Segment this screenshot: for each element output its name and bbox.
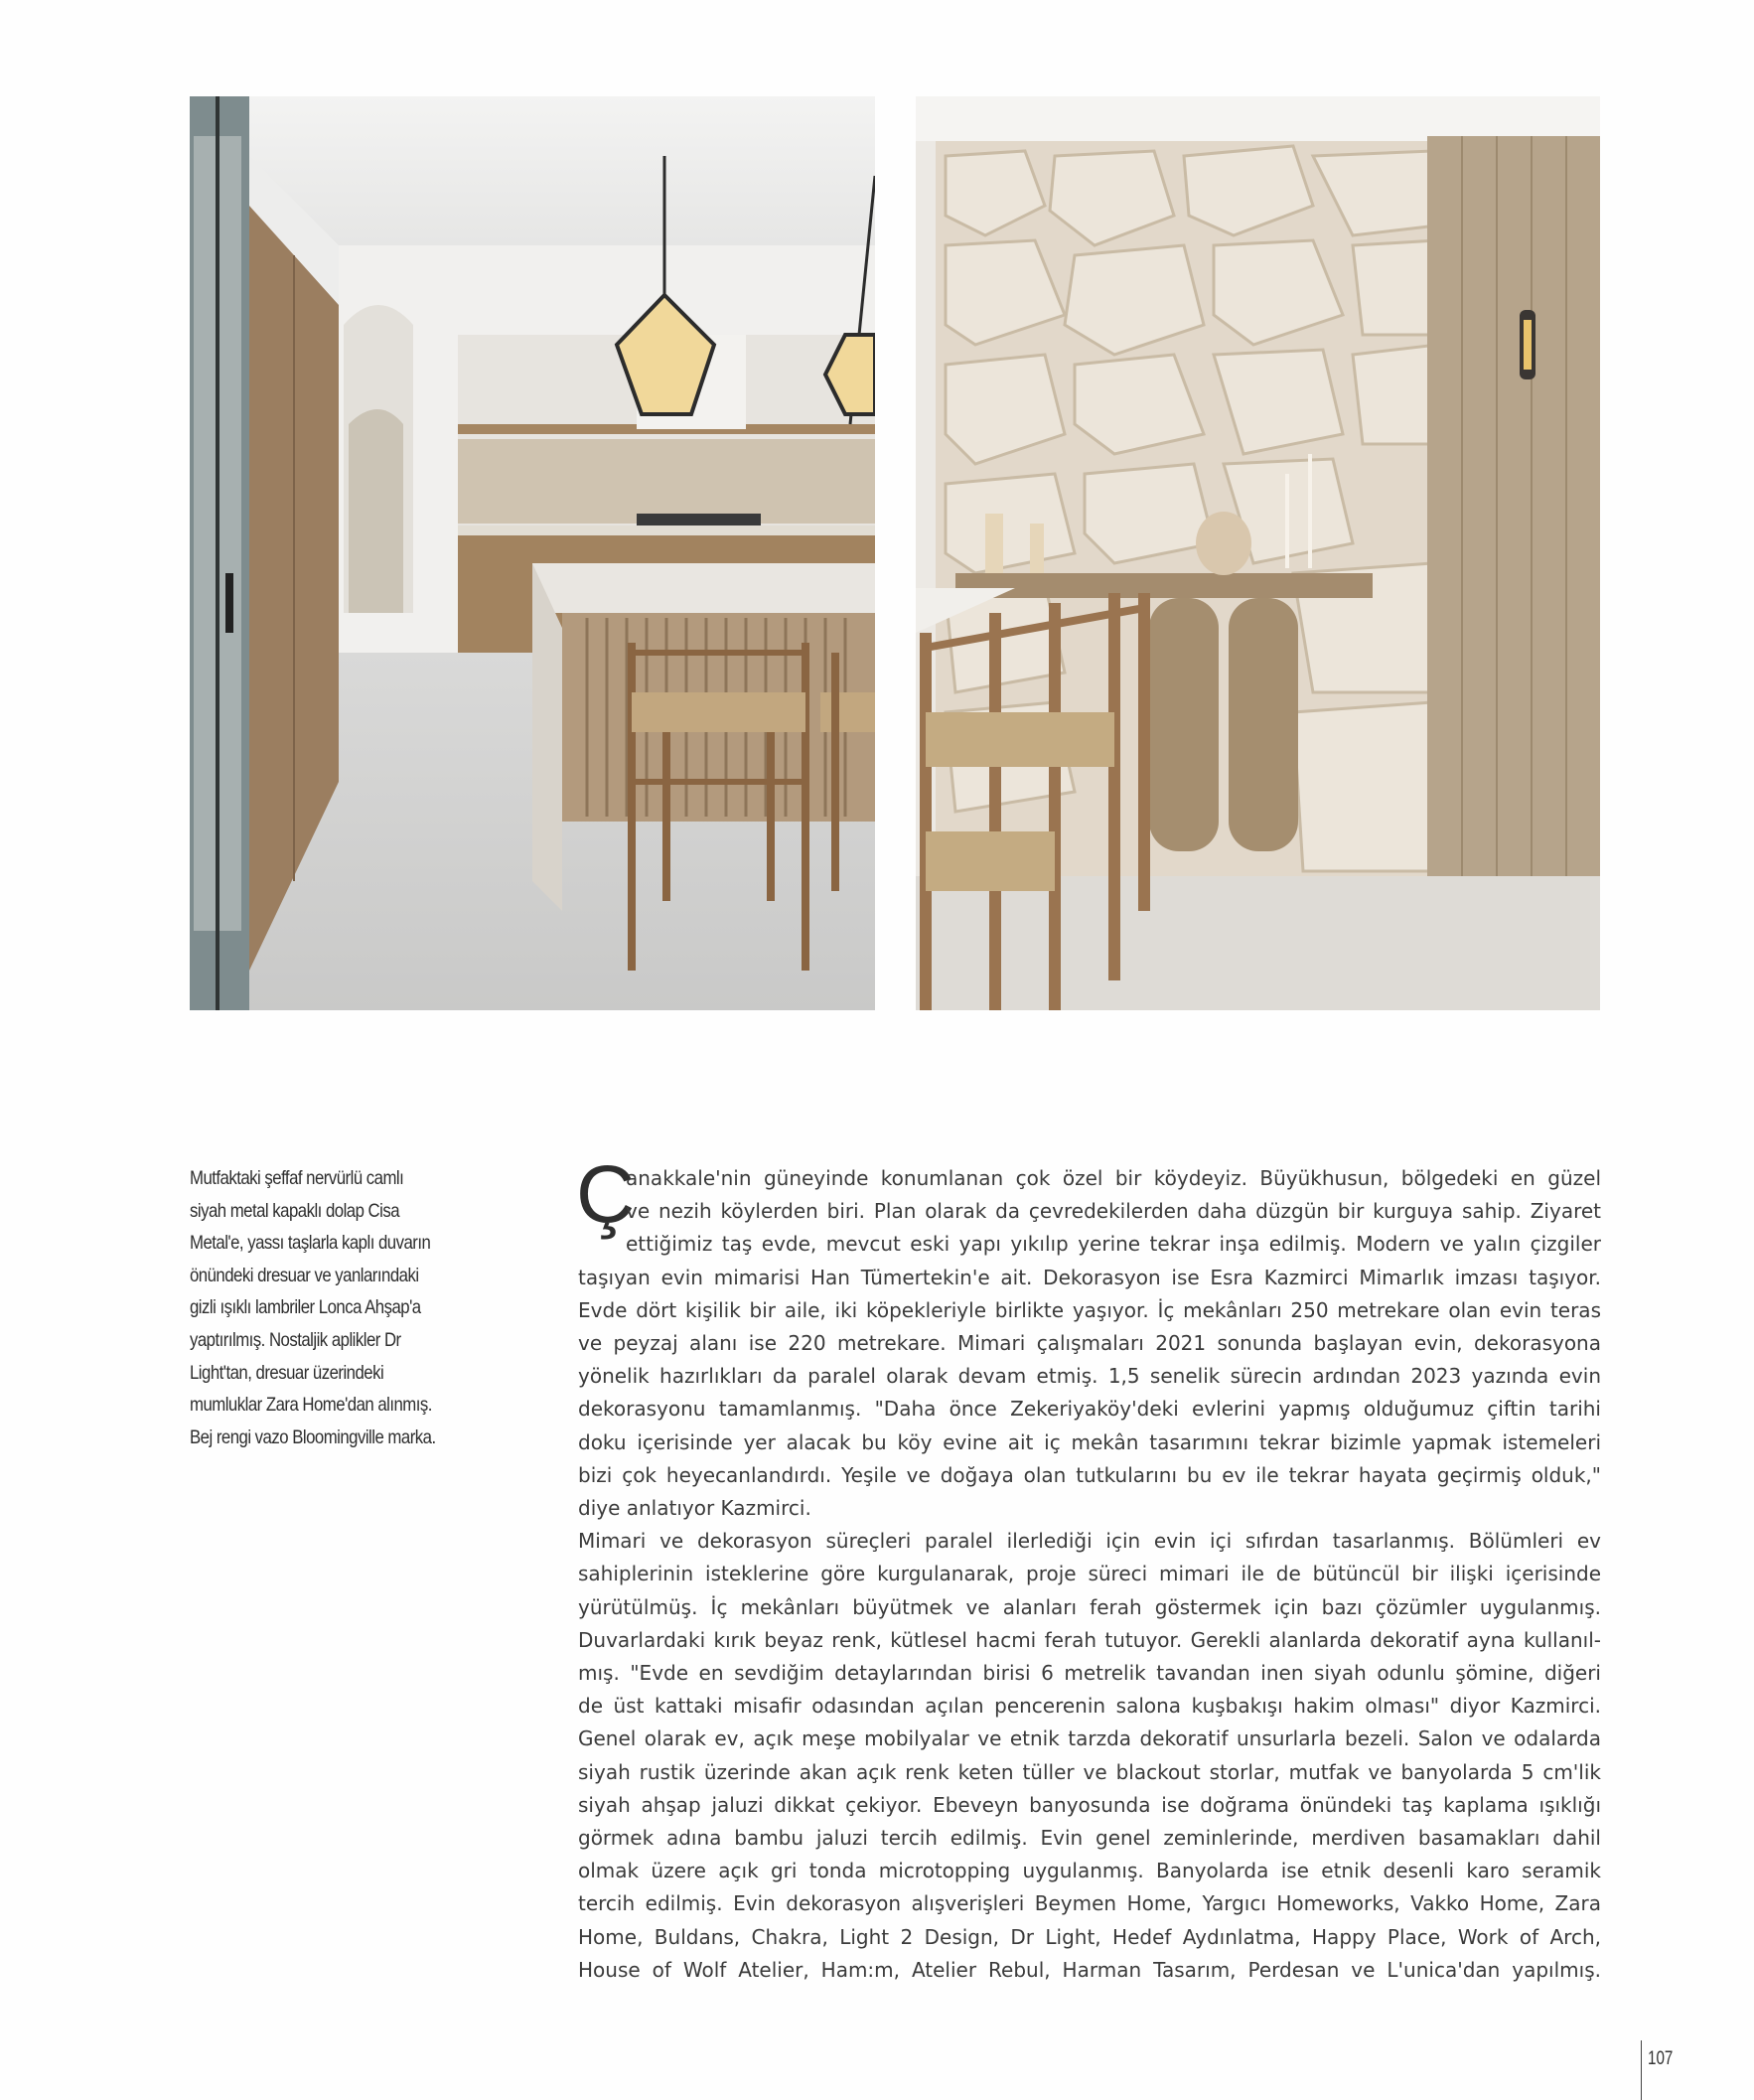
caption-line: Light'tan, dresuar üzerindeki [190,1361,384,1384]
dining-photo [916,96,1600,1010]
article-line: bizi çok heyecanlandırdı. Yeşile ve doğaya olan tutkularını bu ev ile tekrar hayata geçirmiş olduk," [578,1462,1601,1487]
article-line: taşıyan evin mimarisi Han Tümertekin'e ait. Dekorasyon ise Esra Kazmirci Mimarlık imzası taşıyor. [578,1265,1601,1289]
article-line: sahiplerinin isteklerine göre kurgulanarak, proje süreci mimari ile de bütüncül bir ilişki içerisinde [578,1562,1601,1586]
article-line: Evde dört kişilik bir aile, iki köpekleriyle birlikte yaşıyor. İç mekânları 250 metrekare olan evin teras [578,1297,1601,1322]
article-line: ve nezih köylerden biri. Plan olarak da çevredekilerden daha düzgün bir kurguya sahip. Ziyaret [626,1199,1601,1224]
page-number: 107 [1648,2048,1674,2069]
article-line: görmek adına bambu jaluzi tercih edilmiş. Evin genel zeminlerinde, merdiven basamakları dahil [578,1826,1601,1851]
article-line: anakkale'nin güneyinde konumlanan çok özel bir köydeyiz. Büyükhusun, bölgedeki en güzel [626,1166,1601,1190]
drop-cap: Ç [576,1149,636,1240]
article-line: de üst kattaki misafir odasından açılan pencerenin salona kuşbakışı hakim olması" diyor Kazmirci. [578,1694,1601,1719]
article-line: yürütülmüş. İç mekânları büyütmek ve alanları ferah göstermek için bazı çözümler uygulanmış. [578,1594,1601,1619]
caption-line: önündeki dresuar ve yanlarındaki [190,1264,419,1286]
caption-line: mumluklar Zara Home'dan alınmış. [190,1394,432,1417]
caption-line: yaptırılmış. Nostaljik aplikler Dr [190,1328,401,1351]
article-line: diye anlatıyor Kazmirci. [578,1496,811,1521]
article-line: Duvarlardaki kırık beyaz renk, kütlesel hacmi ferah tutuyor. Gerekli alanlarda dekoratif ayna kullanıl- [578,1627,1601,1652]
caption-line: Mutfaktaki şeffaf nervürlü camlı [190,1167,404,1189]
article-line: olmak üzere açık gri tonda microtopping uygulanmış. Banyolarda ise etnik desenli karo seramik [578,1859,1601,1883]
article-line: House of Wolf Atelier, Ham:m, Atelier Rebul, Harman Tasarım, Perdesan ve L'unica'dan yapılmış. [578,1957,1601,1982]
caption-line: siyah metal kapaklı dolap Cisa [190,1199,400,1222]
article-line: Genel olarak ev, açık meşe mobilyalar ve etnik tarzda dekoratif unsurlarla bezeli. Salon ve odalarda [578,1726,1601,1751]
photo-caption [190,1162,446,1453]
kitchen-photo [190,96,875,1010]
article-body [578,1162,1601,1987]
article-line: ettiğimiz taş evde, mevcut eski yapı yıkılıp yerine tekrar inşa edilmiş. Modern ve yalın çizgiler [626,1232,1601,1257]
article-line: siyah rustik üzerinde akan açık renk keten tüller ve blackout storlar, mutfak ve banyolarda 5 cm'lik [578,1759,1601,1784]
article-line: Mimari ve dekorasyon süreçleri paralel ilerlediği için evin içi sıfırdan tasarlanmış. Bölümleri ev [578,1529,1601,1554]
article-line: mış. "Evde en sevdiğim detaylarından birisi 6 metrelik tavandan inen siyah odunlu şömine, diğeri [578,1661,1601,1686]
article-line: doku içerisinde yer alacak bu köy evine ait iç mekân tasarımını tekrar bizimle yapmak istemeleri [578,1429,1601,1454]
caption-line: gizli ışıklı lambriler Lonca Ahşap'a [190,1296,421,1319]
caption-line: Metal'e, yassı taşlarla kaplı duvarın [190,1232,431,1255]
article-line: Home, Buldans, Chakra, Light 2 Design, Dr Light, Hedef Aydınlatma, Happy Place, Work of Arch, [578,1924,1601,1949]
article-line: yönelik hazırlıkları da paralel olarak devam etmiş. 1,5 senelik sürecin ardından 2023 yazında evin [578,1364,1601,1389]
folio-rule [1641,2040,1642,2100]
article-line: tercih edilmiş. Evin dekorasyon alışverişleri Beymen Home, Yargıcı Homeworks, Vakko Home, Zara [578,1891,1601,1916]
article-line: siyah ahşap jaluzi dikkat çekiyor. Ebeveyn banyosunda ise doğrama önündeki taş kaplama ışıklığı [578,1792,1601,1817]
caption-line: Bej rengi vazo Bloomingville marka. [190,1425,436,1448]
kitchen-illustration [190,96,875,1010]
article-line: ve peyzaj alanı ise 220 metrekare. Mimari çalışmaları 2021 sonunda başlayan evin, dekorasyona [578,1331,1601,1356]
article-line: dekorasyonu tamamlanmış. "Daha önce Zekeriyaköy'deki evlerini yapmış olduğumuz çiftin tarihi [578,1397,1601,1422]
dining-illustration [916,96,1600,1010]
